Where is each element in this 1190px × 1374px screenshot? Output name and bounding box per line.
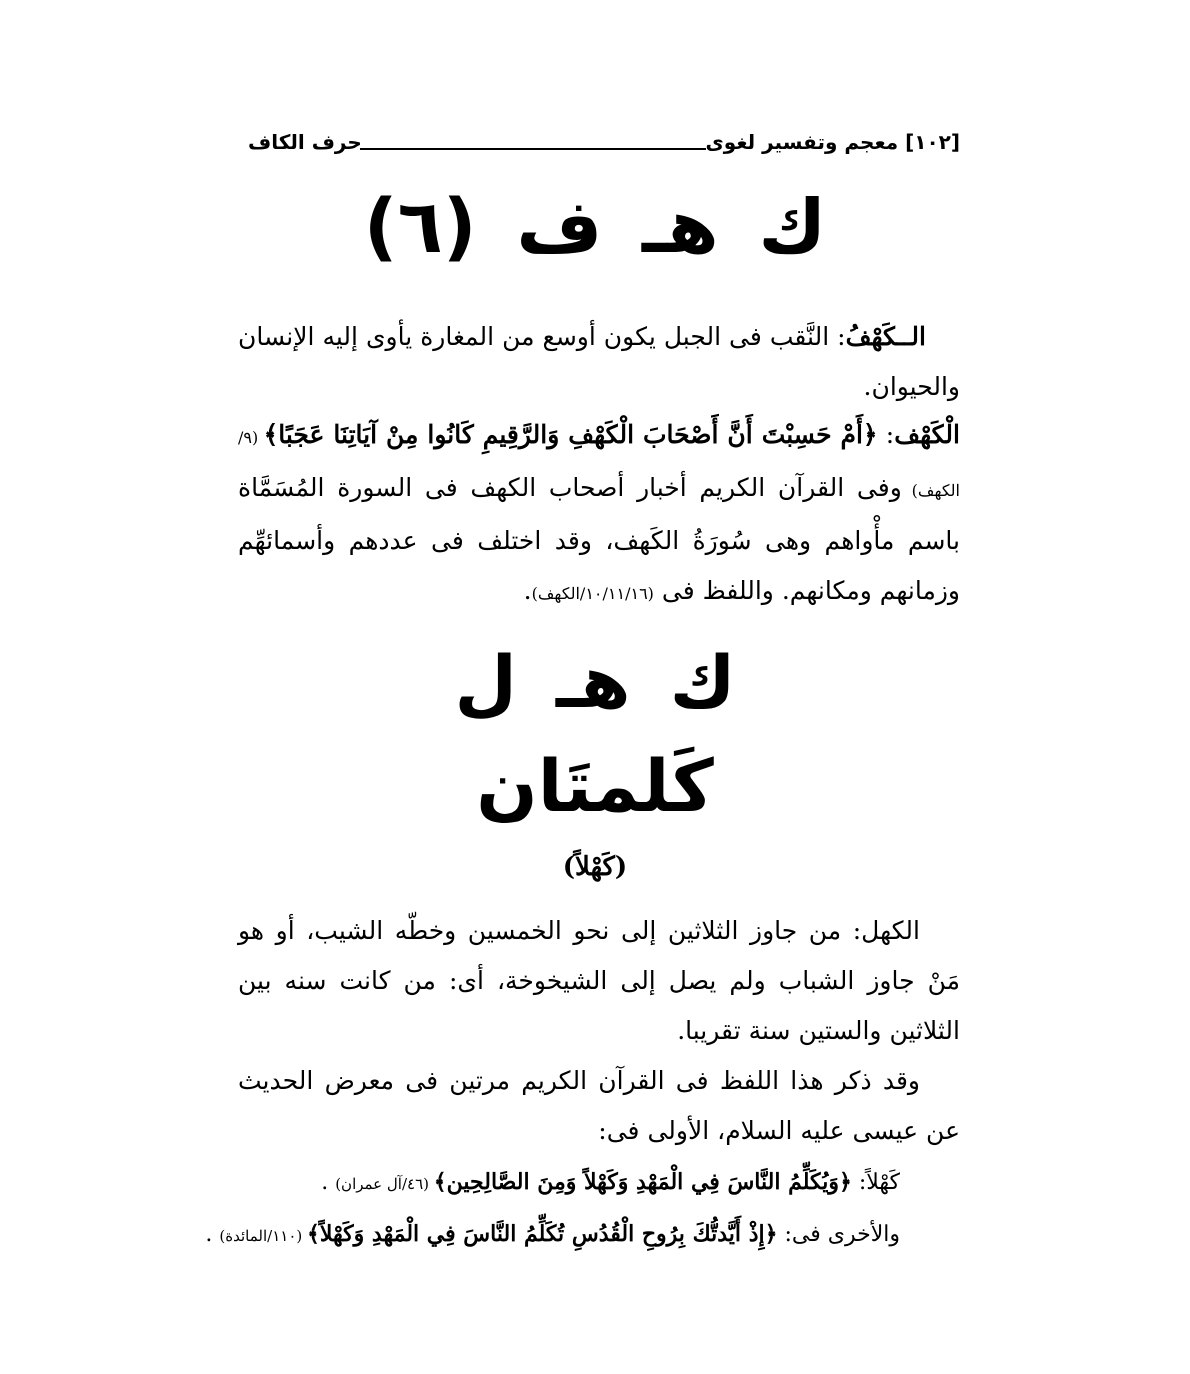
header-rule (360, 148, 706, 150)
word-count-heading: كَلمتَان (476, 744, 714, 828)
verse-end: . (205, 1222, 220, 1247)
verse-lead: والأخرى فى: (777, 1222, 900, 1247)
definition-text: : النَّقب فى الجبل يكون أوسع من المغارة يأوى إليه الإنسان والحيوان. (238, 322, 960, 401)
paragraph-kahl-usage (238, 1056, 960, 1156)
page-label: [١٠٢] معجم وتفسير لغوى (705, 130, 960, 154)
verse-line-second (205, 1214, 900, 1256)
verse-reference: (٩/الكهف) (238, 428, 960, 500)
headword-kahf: الــكَهْفُ (845, 322, 926, 351)
paragraph-kahf-usage (238, 410, 960, 619)
occurrence-reference: (١٠/١١/١٦/الكهف) (531, 584, 654, 603)
quran-verse: ﴿إِذْ أَيَّدتُّكَ بِرُوحِ الْقُدُسِ تُكَلِّمُ النَّاسَ فِي الْمَهْدِ وَكَهْلاً﴾ (307, 1221, 778, 1247)
root-heading-kahf: ك هـ ف (٦) (363, 184, 827, 270)
quran-verse: ﴿أَمْ حَسِبْتَ أَنَّ أَصْحَابَ الْكَهْفِ وَالرَّقِيمِ كَانُوا مِنْ آيَاتِنَا عَجَبًا﴾ (263, 420, 878, 449)
usage-text: وفى القرآن الكريم أخبار أصحاب الكهف فى السورة المُسَمَّاة باسم مأْواهم وهى سُورَةُ الكَهف، وقد اختلف فى عددهم وأسمائهِّم وزمانهم ومكانهم. واللفظ فى (238, 473, 960, 605)
headword-colon: : (877, 420, 895, 449)
verse-end: . (321, 1170, 336, 1195)
headword-alkahf: الْكَهْف (894, 420, 960, 449)
section-title: حرف الكاف (248, 130, 362, 154)
kahl-definition-text: الكهل: من جاوز الثلاثين إلى نحو الخمسين وخطّه الشيب، أو هو مَنْ جاوز الشباب ولم يصل إلى الشيخوخة، أى: من كانت سنه بين الثلاثين والستين سنة تقريبا. (238, 916, 960, 1045)
root-heading-kahl: ك هـ ل (454, 640, 736, 724)
verse-reference: (١١٠/المائدة) (219, 1227, 307, 1245)
running-header (248, 128, 960, 164)
paragraph-kahf-definition (238, 312, 960, 412)
paragraph-end: . (523, 576, 532, 605)
kahl-usage-text: وقد ذكر هذا اللفظ فى القرآن الكريم مرتين فى معرض الحديث عن عيسى عليه السلام، الأولى فى: (238, 1066, 960, 1145)
verse-reference: (٤٦/آل عمران) (335, 1175, 434, 1193)
word-heading: (كَهْلاً) (562, 852, 628, 882)
paragraph-kahl-definition (238, 906, 960, 1056)
quran-verse: ﴿وَيُكَلِّمُ النَّاسَ فِي الْمَهْدِ وَكَهْلاً وَمِنَ الصَّالِحِين﴾ (433, 1169, 852, 1195)
verse-lead: كَهْلاً: (851, 1170, 900, 1195)
verse-line-first (238, 1162, 900, 1204)
